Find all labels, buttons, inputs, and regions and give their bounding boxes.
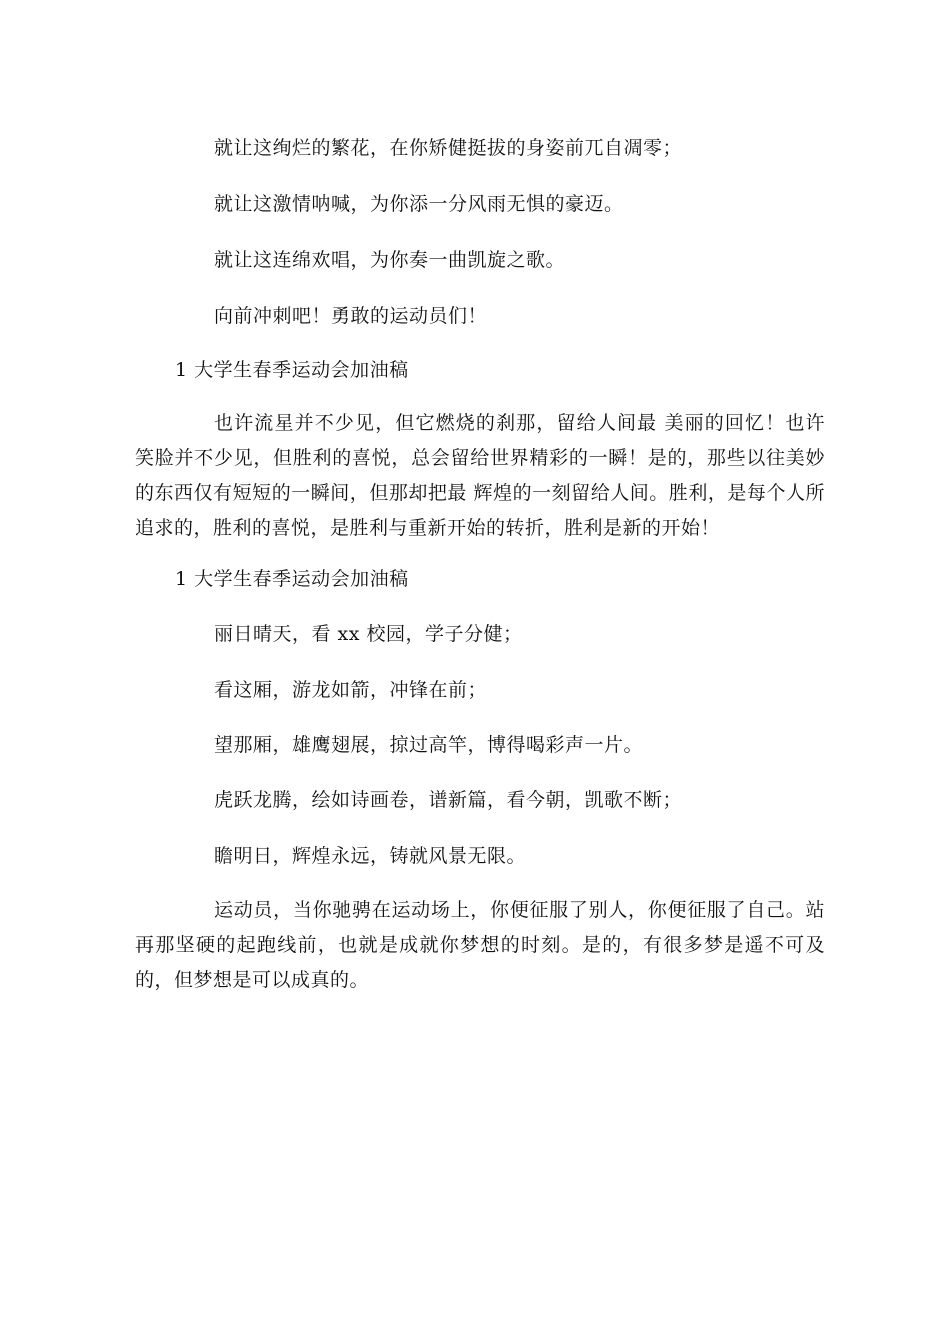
verse-line: 虎跃龙腾，绘如诗画卷，谱新篇，看今朝，凯歌不断； [214, 789, 683, 811]
verse-line: 丽日晴天，看 xx 校园，学子分健； [214, 623, 523, 645]
body-paragraph: 运动员，当你驰骋在运动场上，你便征服了别人，你便征服了自己。站再那坚硬的起跑线前，也就是成就你梦想的时刻。是的，有很多梦是遥不可及的，但梦想是可以成真的。 [135, 899, 825, 991]
verse-line: 就让这连绵欢唱，为你奏一曲凯旋之歌。 [214, 249, 566, 271]
verse-line: 瞻明日，辉煌永远，铸就风景无限。 [214, 845, 527, 867]
verse-line: 就让这激情呐喊，为你添一分风雨无惧的豪迈。 [214, 193, 624, 215]
verse-line: 望那厢，雄鹰翅展，掠过高竿，博得喝彩声一片。 [214, 734, 644, 756]
verse-line: 向前冲刺吧！勇敢的运动员们！ [214, 305, 488, 327]
verse-line: 看这厢，游龙如箭，冲锋在前； [214, 679, 488, 701]
section-heading: 1 大学生春季运动会加油稿 [175, 568, 409, 590]
section-heading: 1 大学生春季运动会加油稿 [175, 359, 409, 381]
body-paragraph: 也许流星并不少见，但它燃烧的刹那，留给人间最 美丽的回忆！也许笑脸并不少见，但胜利的喜悦，总会留给世界精彩的一瞬！是的，那些以往美妙的东西仅有短短的一瞬间，但那却把最 辉煌的一刻留给人间。胜利，是每个人所追求的，胜利的喜悦，是胜利与重新开始的转折，胜利是新的开始！ [135, 412, 825, 539]
verse-line: 就让这绚烂的繁花，在你矫健挺拔的身姿前兀自凋零； [214, 137, 683, 159]
